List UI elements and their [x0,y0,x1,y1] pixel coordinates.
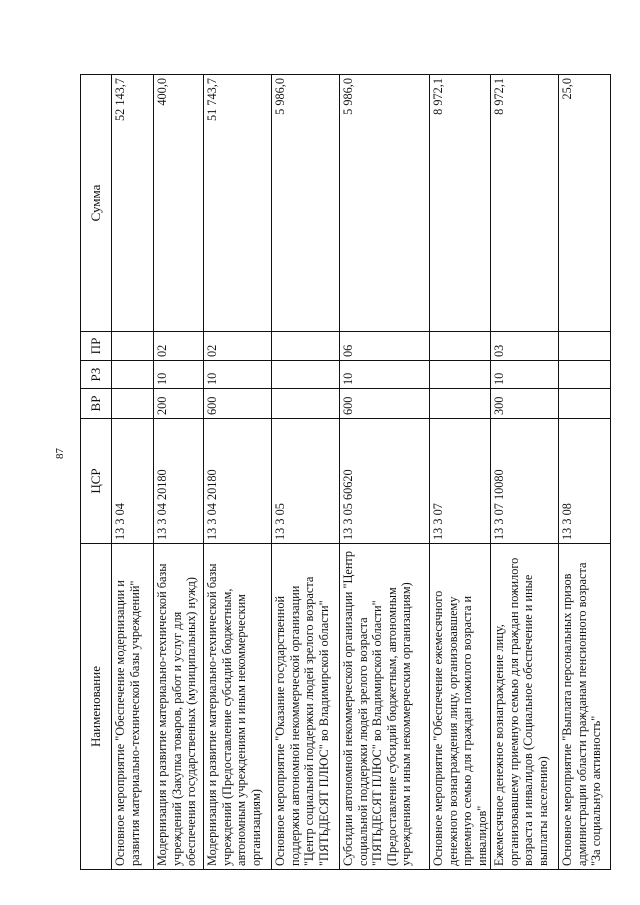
cell-sum: 25,0 [559,75,611,332]
cell-csr: 13 3 07 [430,419,491,544]
cell-csr: 13 3 04 [112,419,154,544]
header-vr: ВР [81,389,112,419]
cell-vr: 600 [204,389,272,419]
table-row [430,75,491,870]
cell-rz: 10 [154,361,204,389]
table-row [204,75,272,870]
table-row [340,75,430,870]
cell-rz: 10 [204,361,272,389]
cell-vr [430,389,491,419]
cell-csr: 13 3 07 10080 [491,419,559,544]
header-csr: ЦСР [81,419,112,544]
budget-table [80,74,611,870]
cell-sum: 52 143,7 [112,75,154,332]
cell-rz [430,361,491,389]
cell-vr [112,389,154,419]
cell-pr [559,332,611,361]
cell-pr: 02 [154,332,204,361]
cell-name: Ежемесячное денежное вознаграждение лицу, организовавшему приемную семью для граждан пожилого возраста и инвалидов (Социальное обеспечение и иные выплаты населению) [491,544,559,870]
cell-csr: 13 3 05 [272,419,340,544]
cell-pr: 06 [340,332,430,361]
cell-sum: 5 986,0 [340,75,430,332]
cell-vr: 300 [491,389,559,419]
cell-sum: 8 972,1 [491,75,559,332]
cell-name: Модернизация и развитие материально-технической базы учреждений (Предоставление субсидий бюджетным, автономным учреждениям и иным некоммерческим организациям) [204,544,272,870]
header-sum: Сумма [81,75,112,332]
table-header-row [81,75,112,870]
cell-rz [272,361,340,389]
cell-name: Основное мероприятие "Оказание государственной поддержки автономной некоммерческой организации "Центр социальной поддержки людей зрелого возраста "ПЯТЬДЕСЯТ ПЛЮС" во Владимирской области" [272,544,340,870]
table-row [491,75,559,870]
cell-name: Основное мероприятие "Обеспечение модернизации и развития материально-технической базы учреждений" [112,544,154,870]
table-row [272,75,340,870]
cell-pr [272,332,340,361]
cell-rz [112,361,154,389]
budget-table-rotated [80,75,610,870]
table-row [112,75,154,870]
cell-sum: 8 972,1 [430,75,491,332]
cell-pr: 03 [491,332,559,361]
page-number: 87 [54,448,66,459]
cell-csr: 13 3 04 20180 [154,419,204,544]
cell-sum: 5 986,0 [272,75,340,332]
cell-name: Субсидии автономной некоммерческой организации "Центр социальной поддержки людей зрелого возраста "ПЯТЬДЕСЯТ ПЛЮС" во Владимирской области" (Предоставление субсидий бюджетным, автономным учреждениям и иным некоммерческим организациям) [340,544,430,870]
cell-vr: 200 [154,389,204,419]
cell-rz [559,361,611,389]
cell-pr: 02 [204,332,272,361]
cell-name: Основное мероприятие "Выплата персональных призов администрации области гражданам пенсионного возраста "За социальную активность" [559,544,611,870]
cell-csr: 13 3 04 20180 [204,419,272,544]
table-row [559,75,611,870]
table-row [154,75,204,870]
cell-rz: 10 [340,361,430,389]
cell-sum: 400,0 [154,75,204,332]
cell-vr [272,389,340,419]
cell-csr: 13 3 05 60620 [340,419,430,544]
cell-vr: 600 [340,389,430,419]
cell-sum: 51 743,7 [204,75,272,332]
cell-name: Основное мероприятие "Обеспечение ежемесячного денежного вознаграждения лицу, организовавшему приемную семью для граждан пожилого возраста и инвалидов" [430,544,491,870]
cell-vr [559,389,611,419]
header-pr: ПР [81,332,112,361]
cell-csr: 13 3 08 [559,419,611,544]
header-rz: РЗ [81,361,112,389]
cell-pr [112,332,154,361]
cell-pr [430,332,491,361]
header-name: Наименование [81,544,112,870]
cell-rz: 10 [491,361,559,389]
cell-name: Модернизация и развитие материально-технической базы учреждений (Закупка товаров, работ и услуг для обеспечения государственных (муниципальных) нужд) [154,544,204,870]
